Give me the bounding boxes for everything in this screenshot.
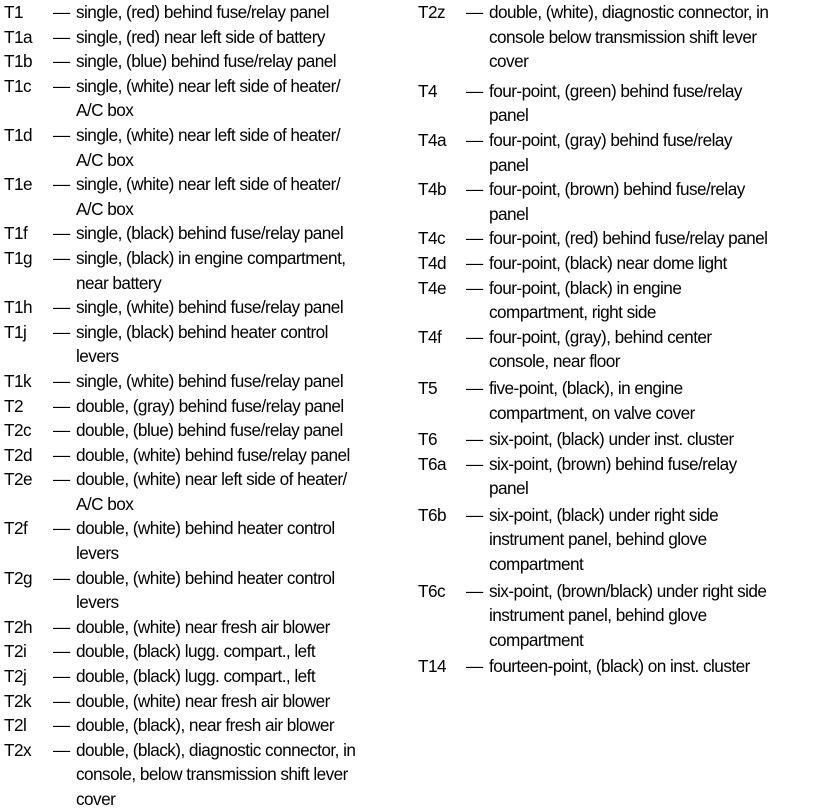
- connector-code: T4b: [418, 179, 446, 200]
- connector-description: four-point, (green) behind fuse/relay panel: [489, 80, 742, 126]
- connector-entry: [4, 394, 404, 419]
- connector-entry: [4, 123, 404, 172]
- connector-code: T2l: [4, 715, 27, 736]
- connector-code: T4e: [418, 277, 446, 298]
- connector-description: four-point, (gray) behind fuse/relay panel: [489, 129, 732, 175]
- connector-entry: [4, 713, 404, 738]
- connector-entry: [4, 639, 404, 664]
- connector-entry: [418, 0, 814, 74]
- connector-code: T1c: [4, 75, 32, 96]
- em-dash-separator: —: [53, 420, 70, 441]
- connector-code: T2h: [4, 616, 32, 637]
- connector-code: T6b: [418, 504, 446, 525]
- em-dash-separator: —: [466, 580, 483, 601]
- connector-description: double, (white) behind heater control levers: [76, 518, 335, 564]
- connector-entry: [4, 369, 404, 394]
- connector-code: T4a: [418, 129, 446, 150]
- connector-description: four-point, (red) behind fuse/relay panel: [489, 228, 768, 249]
- em-dash-separator: —: [53, 223, 70, 244]
- em-dash-separator: —: [466, 228, 483, 249]
- em-dash-separator: —: [53, 395, 70, 416]
- right-column: [418, 0, 814, 679]
- connector-entry: [418, 427, 814, 452]
- connector-code: T2g: [4, 567, 32, 588]
- em-dash-separator: —: [53, 124, 70, 145]
- connector-description: double, (blue) behind fuse/relay panel: [76, 420, 343, 441]
- connector-description: double, (black), near fresh air blower: [76, 715, 335, 736]
- left-column: [4, 0, 404, 812]
- connector-description: single, (white) near left side of heater/ A/C box: [76, 124, 341, 170]
- connector-entry: [4, 566, 404, 615]
- connector-description: single, (white) behind fuse/relay panel: [76, 297, 344, 318]
- connector-entry: [418, 452, 814, 501]
- connector-code: T4c: [418, 228, 446, 249]
- connector-code: T1d: [4, 124, 32, 145]
- connector-code: T14: [418, 656, 446, 677]
- connector-entry: [4, 443, 404, 468]
- connector-code: T2i: [4, 641, 27, 662]
- connector-code: T4: [418, 80, 437, 101]
- em-dash-separator: —: [53, 641, 70, 662]
- connector-entry: [418, 376, 814, 425]
- connector-description: single, (black) behind fuse/relay panel: [76, 223, 344, 244]
- connector-description: double, (white) near fresh air blower: [76, 616, 330, 637]
- em-dash-separator: —: [53, 75, 70, 96]
- em-dash-separator: —: [53, 2, 70, 22]
- connector-entry: [4, 516, 404, 565]
- connector-description: four-point, (black) in engine compartment, right side: [489, 277, 682, 323]
- connector-description: double, (white) near fresh air blower: [76, 690, 330, 711]
- em-dash-separator: —: [53, 616, 70, 637]
- connector-description: single, (white) near left side of heater/ A/C box: [76, 174, 341, 219]
- connector-entry: [4, 172, 404, 221]
- connector-description: fourteen-point, (black) on inst. cluster: [489, 656, 750, 677]
- em-dash-separator: —: [53, 739, 70, 760]
- connector-code: T2k: [4, 690, 32, 711]
- connector-entry: [418, 226, 814, 251]
- em-dash-separator: —: [466, 656, 483, 677]
- connector-entry: [4, 418, 404, 443]
- em-dash-separator: —: [466, 326, 483, 347]
- connector-description: single, (white) behind fuse/relay panel: [76, 370, 344, 391]
- em-dash-separator: —: [53, 469, 70, 490]
- connector-entry: [4, 246, 404, 295]
- connector-description: double, (white) behind fuse/relay panel: [76, 444, 350, 465]
- em-dash-separator: —: [53, 370, 70, 391]
- connector-description: single, (black) behind heater control levers: [76, 321, 328, 367]
- connector-entry: [418, 503, 814, 577]
- connector-code: T2d: [4, 444, 32, 465]
- connector-entry: [4, 0, 404, 25]
- connector-description: six-point, (brown) behind fuse/relay panel: [489, 453, 737, 499]
- connector-description: single, (black) in engine compartment, near battery: [76, 247, 346, 293]
- em-dash-separator: —: [53, 666, 70, 687]
- connector-code: T2c: [4, 420, 32, 441]
- connector-entry: [4, 664, 404, 689]
- em-dash-separator: —: [466, 2, 483, 22]
- em-dash-separator: —: [53, 174, 70, 195]
- connector-code: T2j: [4, 666, 27, 687]
- connector-entry: [418, 251, 814, 276]
- em-dash-separator: —: [53, 297, 70, 318]
- connector-description: four-point, (black) near dome light: [489, 252, 727, 273]
- connector-description: six-point, (brown/black) under right side instrument panel, behind glove compartment: [489, 580, 767, 650]
- connector-entry: [4, 295, 404, 320]
- connector-entry: [418, 325, 814, 374]
- connector-code: T1f: [4, 223, 28, 244]
- connector-description: double, (white) near left side of heater/ A/C box: [76, 469, 347, 514]
- connector-description: single, (red) near left side of battery: [76, 26, 325, 47]
- em-dash-separator: —: [466, 429, 483, 450]
- em-dash-separator: —: [53, 567, 70, 588]
- connector-entry: [4, 74, 404, 123]
- connector-description: double, (gray) behind fuse/relay panel: [76, 395, 344, 416]
- connector-description: four-point, (gray), behind center console, near floor: [489, 326, 712, 372]
- em-dash-separator: —: [466, 129, 483, 150]
- connector-entry: [418, 79, 814, 128]
- connector-description: double, (white), diagnostic connector, in console below transmission shift lever cover: [489, 2, 769, 72]
- em-dash-separator: —: [466, 504, 483, 525]
- connector-description: double, (black), diagnostic connector, in console, below transmission shift lever cover: [76, 739, 356, 809]
- connector-code: T2: [4, 395, 23, 416]
- connector-code: T6a: [418, 453, 446, 474]
- connector-description: double, (white) behind heater control levers: [76, 567, 335, 613]
- connector-code: T1a: [4, 26, 32, 47]
- em-dash-separator: —: [53, 247, 70, 268]
- connector-entry: [418, 128, 814, 177]
- connector-code: T2e: [4, 469, 32, 490]
- connector-code: T1: [4, 2, 23, 22]
- connector-code: T1b: [4, 51, 32, 72]
- connector-entry: [418, 654, 814, 679]
- connector-code: T1e: [4, 174, 32, 195]
- connector-entry: [4, 49, 404, 74]
- em-dash-separator: —: [466, 453, 483, 474]
- connector-description: double, (black) lugg. compart., left: [76, 666, 316, 687]
- connector-entry: [4, 689, 404, 714]
- connector-entry: [4, 25, 404, 50]
- connector-code: T4d: [418, 252, 446, 273]
- connector-description: six-point, (black) under right side instrument panel, behind glove compartment: [489, 504, 719, 575]
- em-dash-separator: —: [466, 377, 483, 398]
- em-dash-separator: —: [53, 51, 70, 72]
- connector-description: four-point, (brown) behind fuse/relay panel: [489, 179, 745, 224]
- em-dash-separator: —: [53, 715, 70, 736]
- connector-code: T1h: [4, 297, 32, 318]
- connector-description: single, (red) behind fuse/relay panel: [76, 2, 329, 22]
- connector-entry: [4, 615, 404, 640]
- connector-code: T2x: [4, 739, 32, 760]
- connector-description: five-point, (black), in engine compartment, on valve cover: [489, 377, 695, 423]
- connector-entry: [418, 579, 814, 653]
- connector-code: T6: [418, 429, 437, 450]
- connector-code: T6c: [418, 580, 446, 601]
- connector-entry: [418, 276, 814, 325]
- connector-code: T2f: [4, 518, 28, 539]
- em-dash-separator: —: [53, 690, 70, 711]
- connector-entry: [4, 467, 404, 516]
- connector-code: T2z: [418, 2, 446, 22]
- em-dash-separator: —: [53, 518, 70, 539]
- connector-code: T1j: [4, 321, 27, 342]
- em-dash-separator: —: [466, 80, 483, 101]
- connector-description: double, (black) lugg. compart., left: [76, 641, 316, 662]
- connector-description: single, (white) near left side of heater/ A/C box: [76, 75, 341, 121]
- connector-description: single, (blue) behind fuse/relay panel: [76, 51, 337, 72]
- em-dash-separator: —: [53, 321, 70, 342]
- connector-entry: [418, 177, 814, 226]
- em-dash-separator: —: [466, 179, 483, 200]
- connector-entry: [4, 738, 404, 812]
- connector-code: T1k: [4, 370, 32, 391]
- em-dash-separator: —: [53, 444, 70, 465]
- connector-description: six-point, (black) under inst. cluster: [489, 429, 734, 450]
- connector-entry: [4, 320, 404, 369]
- connector-entry: [4, 221, 404, 246]
- connector-code: T5: [418, 377, 437, 398]
- em-dash-separator: —: [53, 26, 70, 47]
- connector-code: T4f: [418, 326, 442, 347]
- em-dash-separator: —: [466, 277, 483, 298]
- connector-code: T1g: [4, 247, 32, 268]
- em-dash-separator: —: [466, 252, 483, 273]
